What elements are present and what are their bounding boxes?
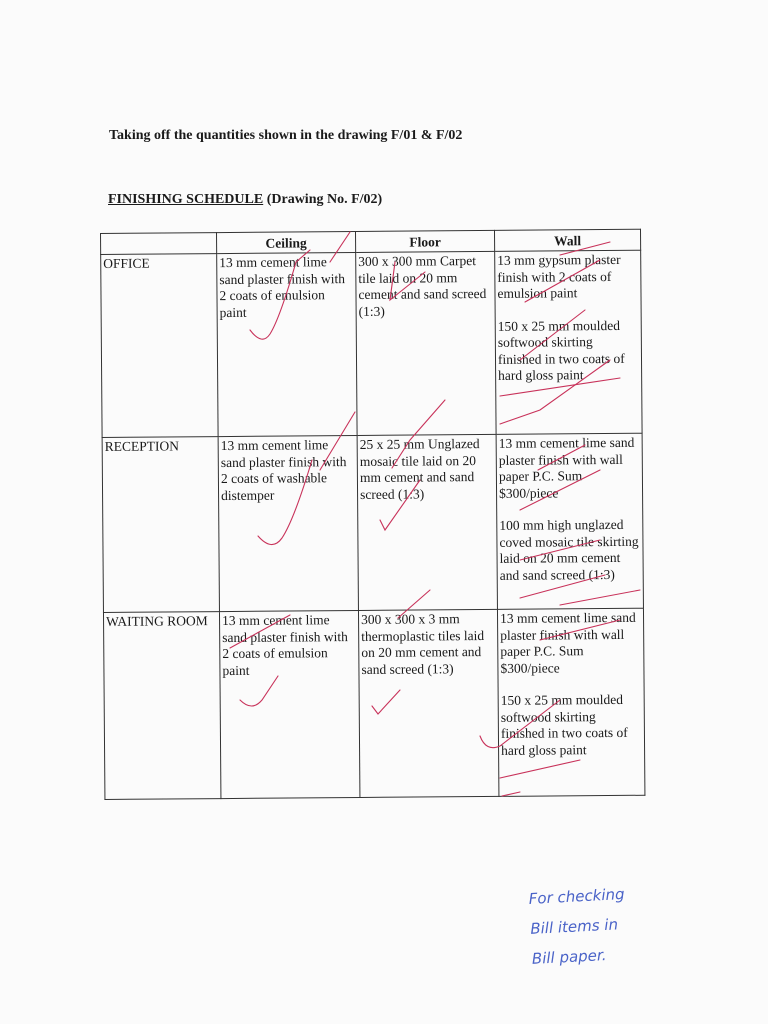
- schedule-title-text: FINISHING SCHEDULE: [108, 192, 264, 207]
- wall-cell: [497, 608, 644, 796]
- header-ceiling: Ceiling: [217, 231, 356, 253]
- header-wall: Wall: [494, 229, 640, 251]
- table-row: [102, 433, 643, 612]
- room-name: RECEPTION: [102, 437, 219, 613]
- page-heading: Taking off the quantities shown in the drawing F/01 & F/02: [109, 128, 463, 143]
- ceiling-cell: 13 mm cement lime sand plaster finish with 2 coats of washable distemper: [218, 435, 358, 611]
- wall-finish: 13 mm gypsum plaster finish with 2 coats of emulsion paint: [497, 251, 621, 301]
- finishing-schedule-table: [100, 229, 645, 800]
- schedule-title: [108, 192, 382, 208]
- wall-skirting: 100 mm high unglazed coved mosaic tile skirting laid on 20 mm cement and sand screed (1:3): [499, 516, 639, 583]
- note-line: For checking: [528, 884, 625, 908]
- room-name: WAITING ROOM: [103, 612, 220, 800]
- header-floor: Floor: [355, 230, 494, 252]
- wall-finish: 13 mm cement lime sand plaster finish with wall paper P.C. Sum $300/piece: [499, 609, 636, 676]
- note-line: Bill items in: [529, 915, 619, 938]
- ceiling-cell: 13 mm cement lime sand plaster finish with 2 coats of emulsion paint: [217, 252, 357, 436]
- wall-finish: 13 mm cement lime sand plaster finish with wall paper P.C. Sum $300/piece: [498, 434, 635, 501]
- wall-skirting: 150 x 25 mm moulded softwood skirting finished in two coats of hard gloss paint: [497, 317, 625, 383]
- table-row: [103, 608, 644, 799]
- wall-cell: [496, 433, 643, 609]
- schedule-drawing-ref: (Drawing No. F/02): [266, 192, 383, 207]
- note-line: Bill paper.: [531, 946, 607, 968]
- floor-cell: 300 x 300 x 3 mm thermoplastic tiles laid on 20 mm cement and sand screed (1:3): [358, 609, 498, 797]
- table-row: [101, 250, 642, 437]
- wall-skirting: 150 x 25 mm moulded softwood skirting finished in two coats of hard gloss paint: [500, 691, 628, 758]
- header-room: [101, 233, 217, 255]
- ceiling-cell: 13 mm cement lime sand plaster finish with 2 coats of emulsion paint: [219, 610, 359, 798]
- handwritten-note: [528, 875, 712, 974]
- room-name: OFFICE: [101, 254, 218, 438]
- floor-cell: 25 x 25 mm Unglazed mosaic tile laid on 20 mm cement and sand screed (1:3): [357, 434, 497, 610]
- wall-cell: [495, 250, 642, 434]
- floor-cell: 300 x 300 mm Carpet tile laid on 20 mm cement and sand screed (1:3): [356, 251, 496, 435]
